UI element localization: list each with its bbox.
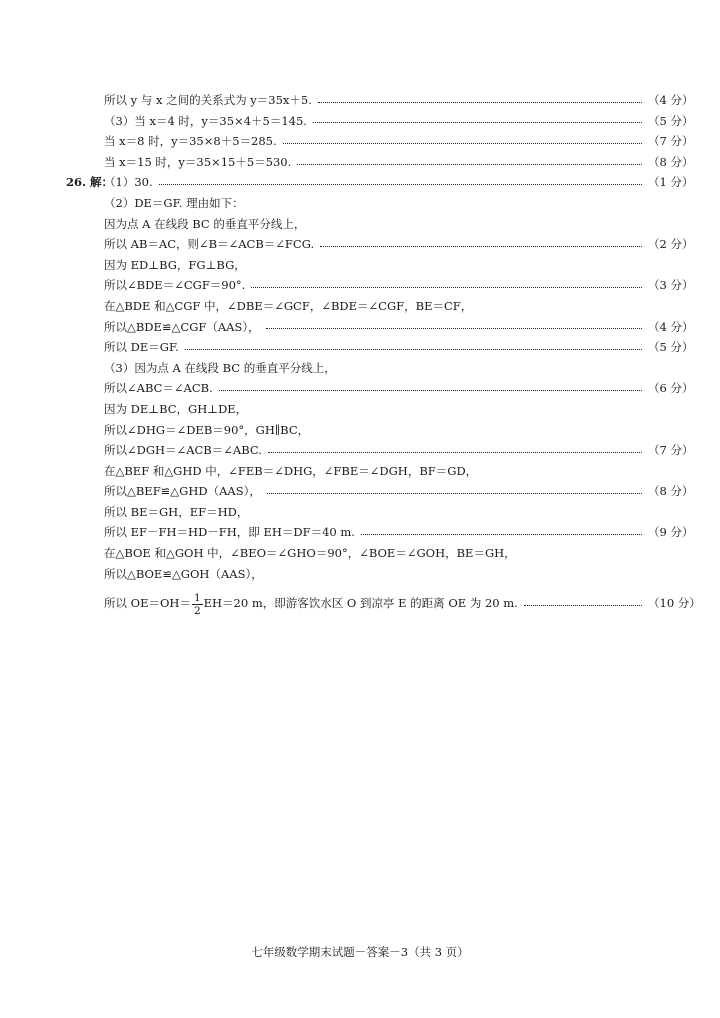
answer-line (0, 481, 720, 502)
dot-leader (297, 164, 642, 165)
answer-line-body (104, 399, 648, 420)
answer-line-body (104, 255, 648, 276)
answer-line-text: （3）当 x＝4 时，y＝35×4＋5＝145. (104, 113, 307, 128)
answer-line (0, 502, 720, 523)
answer-line-body (104, 131, 694, 152)
dot-leader (318, 102, 642, 103)
answer-line-body (104, 234, 694, 255)
answer-line-text: 所以∠BDE＝∠CGF＝90°. (104, 278, 246, 293)
answer-line-body (104, 564, 648, 585)
dot-leader (266, 328, 642, 329)
answer-line-body (104, 296, 648, 317)
answer-line-text: （3）因为点 A 在线段 BC 的垂直平分线上， (104, 360, 336, 375)
fraction-numerator: 1 (193, 591, 201, 604)
answer-line (0, 275, 720, 296)
answer-line-text: 所以 DE＝GF. (104, 340, 179, 355)
dot-leader (283, 143, 642, 144)
score-label: （5 分） (648, 340, 694, 355)
answer-line-text: 因为 DE⊥BC，GH⊥DE， (104, 401, 248, 416)
dot-leader (251, 287, 642, 288)
answer-line-final (0, 586, 720, 620)
answer-line-body (104, 337, 694, 358)
final-text-before: 所以 OE＝OH＝ (104, 596, 191, 611)
answer-line (0, 214, 720, 235)
answer-line (0, 440, 720, 461)
score-label: （4 分） (648, 319, 694, 334)
dot-leader (524, 605, 642, 606)
dot-leader (267, 493, 642, 494)
question-number: 26. 解： (66, 175, 114, 190)
answer-line-body (104, 481, 694, 502)
answer-line (0, 255, 720, 276)
answer-line-text: （2）DE＝GF. 理由如下： (104, 195, 244, 210)
answer-line-body (104, 420, 648, 441)
answer-line-text: 所以∠ABC＝∠ACB. (104, 381, 213, 396)
answer-line (0, 317, 720, 338)
answer-line (0, 461, 720, 482)
dot-leader (320, 246, 642, 247)
answer-line-text: （1）30. (104, 175, 153, 190)
answer-line-body (104, 586, 701, 620)
score-label: （8 分） (648, 154, 694, 169)
dot-leader (313, 122, 642, 123)
final-text-after: EH＝20 m，即游客饮水区 O 到凉亭 E 的距离 OE 为 20 m. (203, 596, 518, 611)
answer-line-body (104, 152, 694, 173)
answer-line (0, 399, 720, 420)
answer-line (0, 543, 720, 564)
answer-line-body (104, 522, 694, 543)
answer-line-body (104, 543, 648, 564)
answer-line-body (104, 461, 648, 482)
score-label: （4 分） (648, 93, 694, 107)
answer-line-body (104, 90, 694, 111)
answer-line (0, 522, 720, 543)
answer-line-body (104, 275, 694, 296)
score-label: （2 分） (648, 237, 694, 252)
answer-line (0, 337, 720, 358)
answer-line (0, 378, 720, 399)
dot-leader (185, 349, 642, 350)
answer-line-text: 所以 EF－FH＝HD－FH，即 EH＝DF＝40 m. (104, 525, 355, 540)
score-label: （8 分） (648, 484, 694, 499)
answer-line-text: 所以∠DGH＝∠ACB＝∠ABC. (104, 443, 262, 458)
answer-line (0, 296, 720, 317)
answer-line (0, 420, 720, 441)
answer-line-text: 在△BOE 和△GOH 中，∠BEO＝∠GHO＝90°，∠BOE＝∠GOH，BE＝GH， (104, 546, 516, 561)
answer-line-text: 因为 ED⊥BG，FG⊥BG， (104, 257, 246, 272)
page-footer: 七年级数学期末试题－答案－3（共 3 页） (251, 945, 469, 959)
answer-line-text: 所以 AB＝AC，则∠B＝∠ACB＝∠FCG. (104, 237, 315, 252)
answer-line-text: 所以 BE＝GH，EF＝HD， (104, 504, 249, 519)
score-label: （5 分） (648, 113, 694, 128)
score-label: （3 分） (648, 278, 694, 293)
answer-line-text: 所以△BDE≌△CGF（AAS）， (104, 319, 260, 334)
answer-line (0, 111, 720, 132)
score-label: （6 分） (648, 381, 694, 396)
answer-line-body (104, 317, 694, 338)
answer-line-text: 所以 y 与 x 之间的关系式为 y＝35x＋5. (104, 93, 312, 107)
answer-line (0, 90, 720, 111)
answer-line (0, 193, 720, 214)
answer-line-text: 在△BEF 和△GHD 中，∠FEB＝∠DHG，∠FBE＝∠DGH，BF＝GD， (104, 463, 478, 478)
answer-line-text: 所以△BEF≌△GHD（AAS）， (104, 484, 261, 499)
fraction-one-half (192, 592, 203, 617)
answer-line-text: 所以△BOE≌△GOH（AAS）， (104, 566, 263, 581)
dot-leader (159, 184, 642, 185)
score-label: （7 分） (648, 443, 694, 458)
score-label: （10 分） (648, 596, 701, 611)
answer-line-body (104, 378, 694, 399)
answer-line-body (104, 502, 648, 523)
answer-line (0, 564, 720, 585)
answer-line (0, 172, 720, 193)
answer-line (0, 152, 720, 173)
answer-line (0, 358, 720, 379)
answer-line-body (104, 193, 648, 214)
dot-leader (219, 390, 642, 391)
dot-leader (268, 452, 642, 453)
answer-line-text: 当 x＝15 时，y＝35×15＋5＝530. (104, 154, 292, 169)
answer-line-text: 当 x＝8 时，y＝35×8＋5＝285. (104, 134, 277, 149)
answer-line (0, 234, 720, 255)
answer-line-text: 所以∠DHG＝∠DEB＝90°，GH∥BC， (104, 422, 310, 437)
answer-line (0, 131, 720, 152)
answer-lines (0, 90, 720, 584)
fraction-denominator: 2 (193, 604, 201, 617)
answer-line-body (104, 172, 694, 193)
answer-line-text: 因为点 A 在线段 BC 的垂直平分线上， (104, 216, 306, 231)
dot-leader (361, 534, 642, 535)
answer-line-body (104, 440, 694, 461)
answer-line-body (104, 111, 694, 132)
answer-line-body (104, 358, 648, 379)
score-label: （1 分） (648, 175, 694, 190)
answer-line-text (104, 586, 524, 620)
score-label: （9 分） (648, 525, 694, 540)
answer-line-body (104, 214, 648, 235)
score-label: （7 分） (648, 134, 694, 149)
answer-line-text: 在△BDE 和△CGF 中，∠DBE＝∠GCF，∠BDE＝∠CGF，BE＝CF， (104, 298, 473, 313)
